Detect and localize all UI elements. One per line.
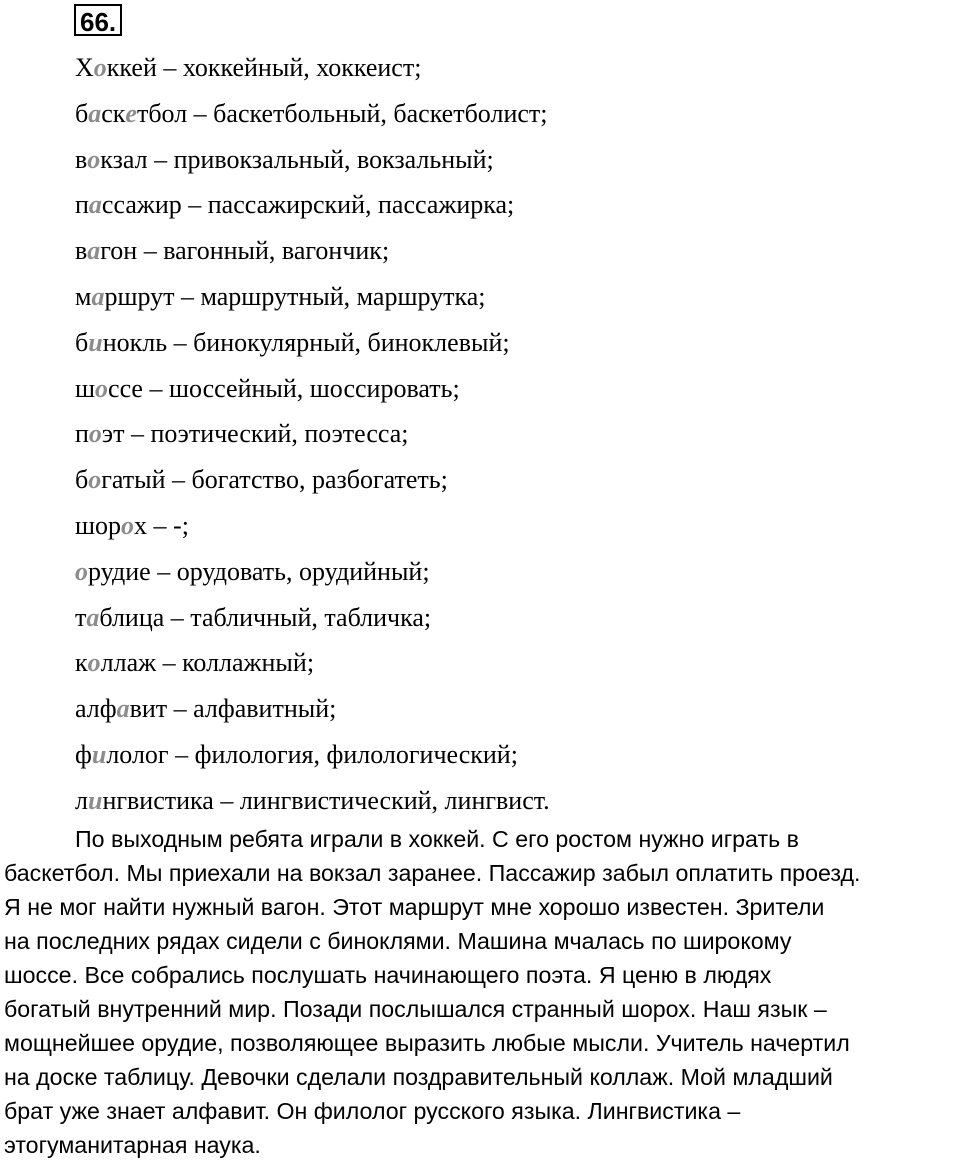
highlighted-letter: а: [86, 602, 100, 632]
highlighted-letter: а: [88, 190, 102, 220]
paragraph-line: богатый внутренний мир. Позади послышался странный шорох. Наш язык –: [4, 996, 827, 1022]
highlighted-letter: о: [87, 648, 101, 678]
word-line-12: орудие – орудовать, орудийный;: [75, 556, 430, 586]
word-list: [75, 45, 550, 824]
highlighted-letter: о: [95, 373, 109, 403]
exercise-number: 66.: [74, 4, 122, 36]
highlighted-letter: и: [87, 785, 103, 815]
word-line-4: пассажир – пассажирский, пассажирка;: [75, 190, 515, 220]
word-line-16: филолог – филология, филологический;: [75, 739, 518, 769]
highlighted-letter: о: [75, 556, 88, 586]
word-line-7: бинокль – бинокулярный, биноклевый;: [75, 327, 510, 357]
highlighted-letter: о: [88, 419, 102, 449]
highlighted-letter: о: [87, 144, 101, 174]
highlighted-letter: о: [121, 510, 135, 540]
word-line-10: богатый – богатство, разбогатеть;: [75, 465, 448, 495]
word-line-9: поэт – поэтический, поэтесса;: [75, 419, 409, 449]
highlighted-letter: а: [87, 236, 101, 266]
word-line-11: шорох – -;: [75, 510, 189, 540]
highlighted-letter: а: [91, 281, 105, 311]
word-line-15: алфавит – алфавитный;: [75, 694, 337, 724]
paragraph-line: на доске таблицу. Девочки сделали поздравительный коллаж. Мой младший: [4, 1064, 833, 1090]
word-line-5: вагон – вагонный, вагончик;: [75, 236, 390, 266]
word-line-3: вокзал – привокзальный, вокзальный;: [75, 144, 494, 174]
paragraph-line: По выходным ребята играли в хоккей. С его ростом нужно играть в: [75, 826, 799, 852]
highlighted-letter: о: [88, 465, 102, 495]
word-line-1: Хоккей – хоккейный, хоккеист;: [75, 53, 422, 82]
highlighted-letter: а: [116, 694, 130, 724]
highlighted-letter: а: [88, 98, 102, 128]
paragraph-line: шоссе. Все собрались послушать начинающего поэта. Я ценю в людях: [4, 962, 772, 988]
paragraph-line: Я не мог найти нужный вагон. Этот маршрут мне хорошо известен. Зрители: [4, 894, 825, 920]
highlighted-letter: и: [91, 739, 107, 769]
word-line-13: таблица – табличный, табличка;: [75, 602, 432, 632]
paragraph-line: этогуманитарная наука.: [4, 1132, 261, 1158]
word-line-8: шоссе – шоссейный, шоссировать;: [75, 373, 460, 403]
highlighted-letter: о: [93, 53, 107, 82]
word-line-6: маршрут – маршрутный, маршрутка;: [75, 281, 486, 311]
paragraph-line: на последних рядах сидели с биноклями. Машина мчалась по широкому: [4, 928, 792, 954]
example-sentences-paragraph: [4, 822, 960, 1162]
word-line-2: баскетбол – баскетбольный, баскетболист;: [75, 98, 548, 128]
word-line-14: коллаж – коллажный;: [75, 648, 315, 678]
highlighted-letter: и: [88, 327, 103, 357]
paragraph-line: брат уже знает алфавит. Он филолог русского языка. Лингвистика –: [4, 1098, 741, 1124]
word-line-17: лингвистика – лингвистический, лингвист.: [75, 785, 550, 815]
highlighted-letter: е: [125, 98, 137, 128]
paragraph-line: баскетбол. Мы приехали на вокзал заранее. Пассажир забыл оплатить проезд.: [4, 860, 861, 886]
paragraph-line: мощнейшее орудие, позволяющее выразить любые мысли. Учитель начертил: [4, 1030, 850, 1056]
